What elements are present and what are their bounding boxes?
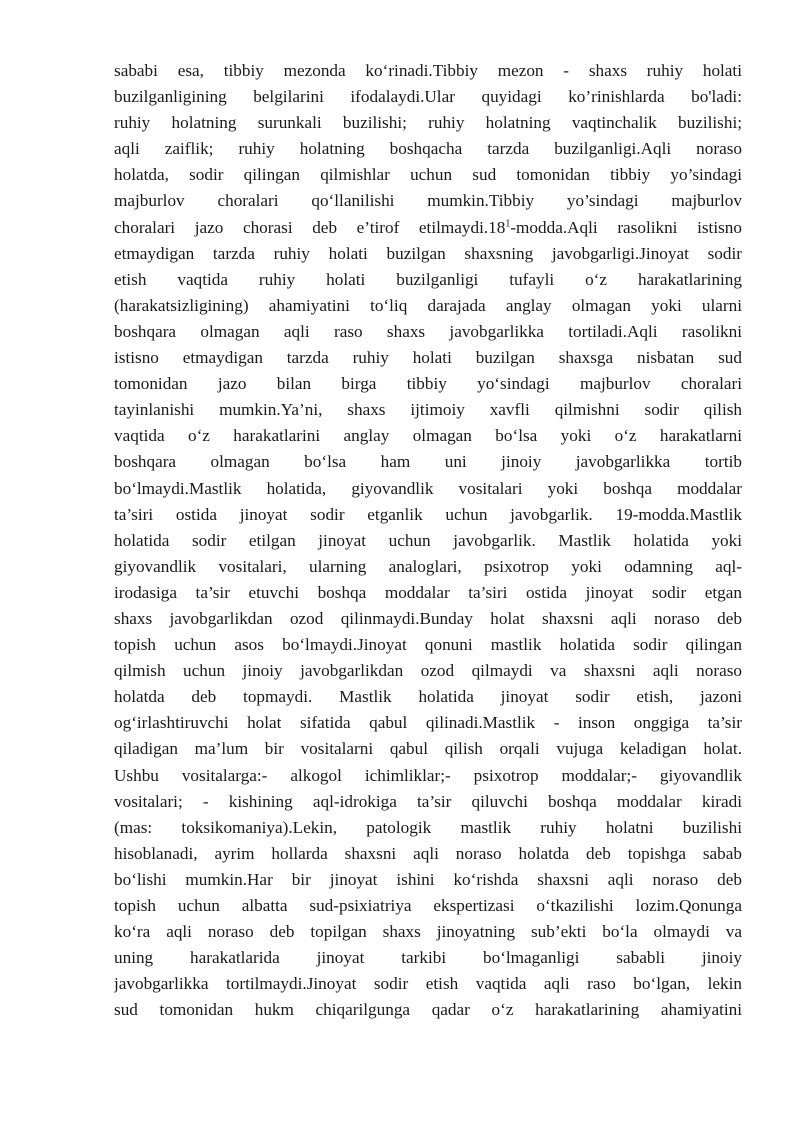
text-line: tomonidan jazo bilan birga tibbiy yo‘sindagi majburlov choralari (114, 374, 742, 394)
text-line: boshqara olmagan aqli raso shaxs javobgarlikka tortiladi.Aqli rasolikni (114, 321, 742, 341)
document-page (114, 58, 742, 1023)
text-line: giyovandlik vositalari, ularning analoglari, psixotrop yoki odamning aql- (114, 556, 742, 576)
text-line: javobgarlikka tortilmaydi.Jinoyat sodir etish vaqtida aqli raso bo‘lgan, lekin (114, 974, 742, 994)
text-line: sababi esa, tibbiy mezonda ko‘rinadi.Tibbiy mezon - shaxs ruhiy holati (114, 61, 742, 80)
text-line: topish uchun asos bo‘lmaydi.Jinoyat qonuni mastlik holatida sodir qilingan (114, 635, 742, 655)
text-line: uning harakatlarida jinoyat tarkibi bo‘lmaganligi sababli jinoiy (114, 948, 742, 968)
text-line: (mas: toksikomaniya).Lekin, patologik mastlik ruhiy holatni buzilishi (114, 817, 742, 837)
text-line: (harakatsizligining) ahamiyatini to‘liq darajada anglay olmagan yoki ularni (114, 295, 742, 315)
text-line: sud tomonidan hukm chiqarilgunga qadar o‘z harakatlarining ahamiyatini (114, 1000, 742, 1020)
text-segment: -modda.Aqli rasolikni istisno (510, 217, 742, 237)
superscript: 1 (505, 217, 511, 229)
text-line: bo‘lmaydi.Mastlik holatida, giyovandlik vositalari yoki boshqa moddalar (114, 478, 742, 498)
text-line: etmaydigan tarzda ruhiy holati buzilgan shaxsning javobgarligi.Jinoyat sodir (114, 243, 742, 263)
text-line: vositalari; - kishining aql-idrokiga ta’sir qiluvchi boshqa moddalar kiradi (114, 791, 742, 811)
text-line: ko‘ra aqli noraso deb topilgan shaxs jinoyatning sub’ekti bo‘la olmaydi va (114, 922, 742, 942)
text-line: og‘irlashtiruvchi holat sifatida qabul qilinadi.Mastlik - inson onggiga ta’sir (114, 713, 742, 733)
text-line: boshqara olmagan bo‘lsa ham uni jinoiy javobgarlikka tortib (114, 452, 742, 472)
text-line: irodasiga ta’sir etuvchi boshqa moddalar ta’siri ostida jinoyat sodir etgan (114, 582, 742, 602)
text-line-article-18-1 (114, 215, 742, 241)
text-line: ruhiy holatning surunkali buzilishi; ruhiy holatning vaqtinchalik buzilishi; (114, 113, 742, 133)
text-segment: choralari jazo chorasi deb e’tirof etilmaydi.18 (114, 217, 506, 237)
text-line: holatda, sodir qilingan qilmishlar uchun sud tomonidan tibbiy yo’sindagi (114, 165, 742, 185)
text-line: shaxs javobgarlikdan ozod qilinmaydi.Bunday holat shaxsni aqli noraso deb (114, 608, 742, 628)
text-line: qiladigan ma’lum bir vositalarni qabul qilish orqali vujuga keladigan holat. (114, 739, 742, 759)
text-line: tayinlanishi mumkin.Ya’ni, shaxs ijtimoiy xavfli qilmishni sodir qilish (114, 400, 742, 420)
text-line: etish vaqtida ruhiy holati buzilganligi tufayli o‘z harakatlarining (114, 269, 742, 289)
text-line: qilmish uchun jinoiy javobgarlikdan ozod qilmaydi va shaxsni aqli noraso (114, 661, 742, 681)
text-line: majburlov choralari qo‘llanilishi mumkin.Tibbiy yo’sindagi majburlov (114, 191, 742, 211)
text-line: hisoblanadi, ayrim hollarda shaxsni aqli noraso holatda deb topishga sabab (114, 843, 742, 863)
text-line: ta’siri ostida jinoyat sodir etganlik uchun javobgarlik. 19-modda.Mastlik (114, 504, 742, 524)
text-line: topish uchun albatta sud-psixiatriya ekspertizasi o‘tkazilishi lozim.Qonunga (114, 896, 742, 915)
text-line: vaqtida o‘z harakatlarini anglay olmagan bo‘lsa yoki o‘z harakatlarni (114, 426, 742, 446)
text-line: buzilganligining belgilarini ifodalaydi.Ular quyidagi ko’rinishlarda bo'ladi: (114, 87, 742, 107)
text-line: holatida sodir etilgan jinoyat uchun javobgarlik. Mastlik holatida yoki (114, 530, 742, 550)
text-line: aqli zaiflik; ruhiy holatning boshqacha tarzda buzilganligi.Aqli noraso (114, 139, 742, 159)
text-line: bo‘lishi mumkin.Har bir jinoyat ishini ko‘rishda shaxsni aqli noraso deb (114, 869, 742, 889)
text-line: Ushbu vositalarga:- alkogol ichimliklar;- psixotrop moddalar;- giyovandlik (114, 765, 742, 785)
text-line: istisno etmaydigan tarzda ruhiy holati buzilgan shaxsga nisbatan sud (114, 348, 742, 368)
text-line: holatda deb topmaydi. Mastlik holatida jinoyat sodir etish, jazoni (114, 687, 742, 707)
